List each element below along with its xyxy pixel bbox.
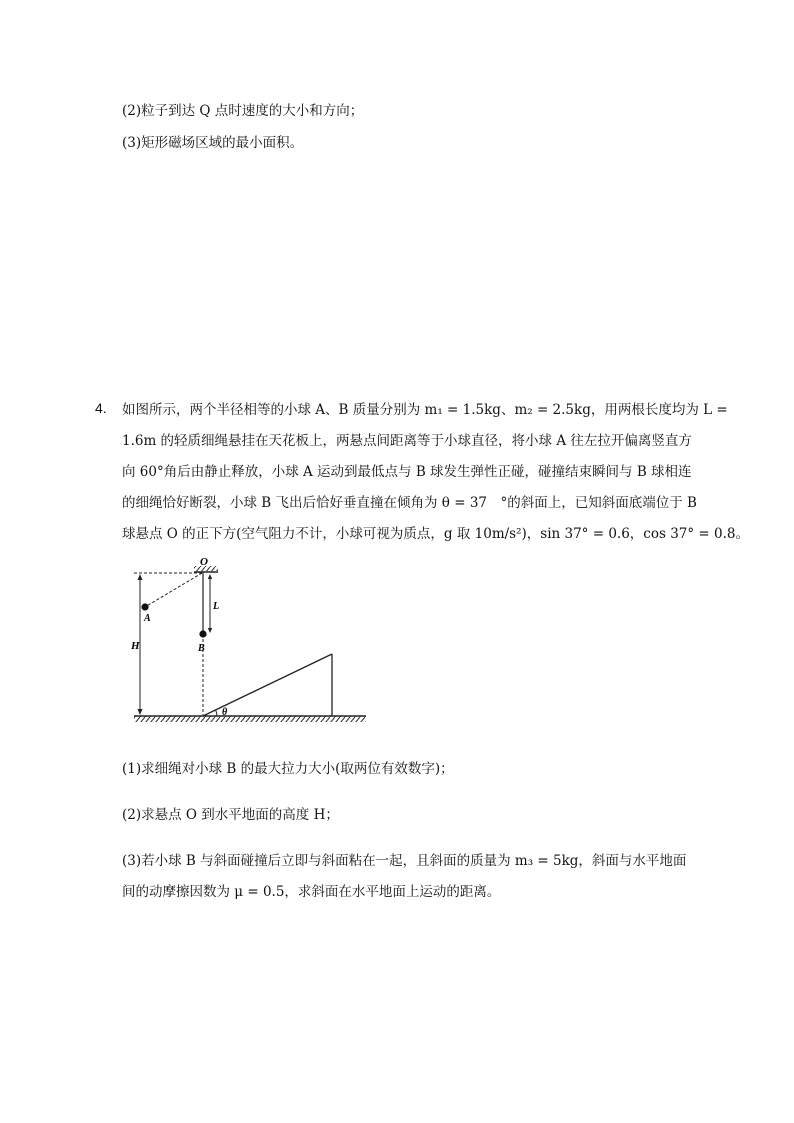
l-arrow-bottom xyxy=(208,628,212,633)
physics-figure xyxy=(130,555,370,725)
label-a: A xyxy=(144,613,151,624)
question-text-line-5: 球悬点 O 的正下方(空气阻力不计，小球可视为质点，g 取 10m/s²)，sin 37° = 0.6，cos 37° = 0.8。 xyxy=(122,526,749,542)
ball-b xyxy=(199,630,206,637)
label-h: H xyxy=(131,640,140,652)
ball-a xyxy=(141,603,148,610)
question-part3-line-2: 间的动摩擦因数为 μ = 0.5，求斜面在水平地面上运动的距离。 xyxy=(122,884,501,900)
label-b: B xyxy=(198,643,205,654)
theta-arc xyxy=(216,710,217,716)
ground-hatch xyxy=(134,716,366,722)
question-part1: (1)求细绳对小球 B 的最大拉力大小(取两位有效数字)； xyxy=(122,761,454,777)
label-theta: θ xyxy=(222,707,228,718)
h-arrow-bottom xyxy=(138,709,143,715)
question-text-line-1: 如图所示，两个半径相等的小球 A、B 质量分别为 m₁ = 1.5kg、m₂ = 2.5kg，用两根长度均为 L = xyxy=(122,402,728,418)
prev-question-part2: (2)粒子到达 Q 点时速度的大小和方向； xyxy=(122,103,364,119)
question-part2: (2)求悬点 O 到水平地面的高度 H； xyxy=(122,807,339,823)
prev-question-part3: (3)矩形磁场区域的最小面积。 xyxy=(122,135,304,151)
label-l: L xyxy=(213,601,220,612)
string-a xyxy=(145,573,202,607)
l-arrow-top xyxy=(208,574,212,579)
h-arrow-top xyxy=(138,574,143,580)
question-part3-line-1: (3)若小球 B 与斜面碰撞后立即与斜面粘在一起，且斜面的质量为 m₃ = 5kg，斜面与水平地面 xyxy=(122,853,687,869)
label-o: O xyxy=(200,556,208,568)
question-number: 4. xyxy=(95,400,107,416)
question-text-line-2: 1.6m 的轻质细绳悬挂在天花板上，两悬点间距离等于小球直径，将小球 A 往左拉开偏离竖直方 xyxy=(122,433,692,449)
question-text-line-4: 的细绳恰好断裂，小球 B 飞出后恰好垂直撞在倾角为 θ = 37 °的斜面上，已知斜面底端位于 B xyxy=(122,495,697,511)
question-text-line-3: 向 60°角后由静止释放，小球 A 运动到最低点与 B 球发生弹性正碰，碰撞结束瞬间与 B 球相连 xyxy=(122,464,692,480)
